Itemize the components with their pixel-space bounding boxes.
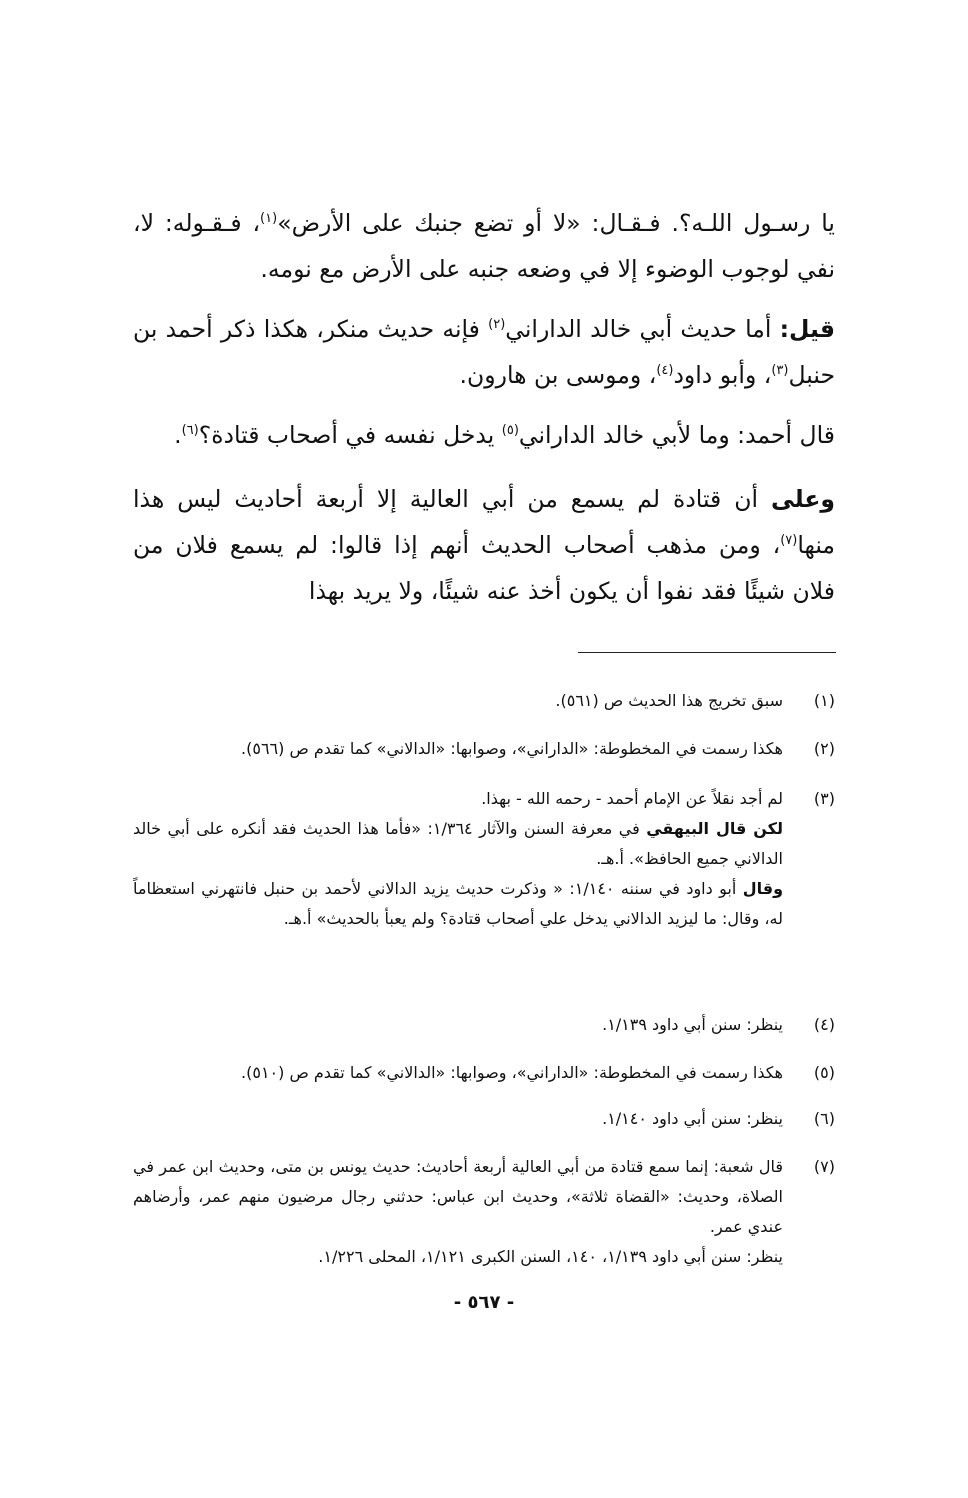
footnote-text: سبق تخريج هذا الحديث ص (٥٦١). [555,691,783,710]
paragraph-4: وعلى أن قتادة لم يسمع من أبي العالية إلا أربعة أحاديث ليس هذا منها$^{(٧)}$، ومن مذهب أصحاب الحديث أنهم إذا قالوا: لم يسمع فلان من فلان شيئًا فقد نفوا أن يكون أخذ عنه شيئًا، ولا يريد بهذا [133,485,835,605]
footnote-text: ينظر: سنن أبي داود ١/١٤٠. [602,1109,783,1128]
footnote-4 [133,1010,835,1040]
footnote-7 [133,1152,835,1272]
footnote-text: هكذا رسمت في المخطوطة: «الداراني»، وصوابها: «الدالاني» كما تقدم ص (٥٦٦). [241,739,783,758]
footnote-text: ينظر: سنن أبي داود ١/١٣٩. [602,1015,783,1034]
footnote-ref[interactable]: (٢) [488,317,506,333]
footnote-divider [578,652,836,653]
footnote-text: قال شعبة: إنما سمع قتادة من أبي العالية أربعة أحاديث: حديث يونس بن متى، وحديث ابن عمر في الصلاة، وحديث: «القضاة ثلاثة»، وحديث ابن عباس: حدثني رجال مرضيون منهم عمر، وأرضاهم عندي عمر. [133,1157,783,1236]
footnote-number: (٤) [813,1015,835,1034]
footnote-number: (٧) [813,1157,835,1176]
footnote-ref[interactable]: (٤) [656,363,674,379]
footnote-1 [133,686,835,716]
footnote-number: (٦) [813,1109,835,1128]
footnote-text: هكذا رسمت في المخطوطة: «الداراني»، وصوابها: «الدالاني» كما تقدم ص (٥١٠). [241,1063,783,1082]
paragraph-3: قال أحمد: وما لأبي خالد الداراني$^{(٥)}$ يدخل نفسه في أصحاب قتادة؟$^{(٦)}$. [174,421,835,449]
footnote-number: (١) [813,691,835,710]
footnote-ref[interactable]: (٣) [771,363,789,379]
footnote-ref[interactable]: (١) [260,211,278,227]
footnote-text: لم أجد نقلاً عن الإمام أحمد - رحمه الله - بهذا. [481,789,783,808]
footnote-ref[interactable]: (٦) [181,423,199,439]
footnote-text: لكن قال البيهقي في معرفة السنن والآثار ١/٣٦٤: «فأما هذا الحديث فقد أنكره على أبي خالد الدالاني جميع الحافظ». أ.هـ. [133,819,783,868]
paragraph-2: قيل: أما حديث أبي خالد الداراني$^{(٢)}$ فإنه حديث منكر، هكذا ذكر أحمد بن حنبل$^{(٣)}$، وأبو داود$^{(٤)}$، وموسى بن هارون. [133,315,835,389]
footnote-2 [133,734,835,764]
main-text [133,200,835,614]
footnote-ref[interactable]: (٥) [501,423,519,439]
footnote-number: (٢) [813,739,835,758]
footnote-number: (٣) [813,789,835,808]
footnote-text: ينظر: سنن أبي داود ١/١٣٩، ١٤٠، السنن الكبرى ١/١٢١، المحلى ١/٢٢٦. [318,1247,783,1266]
footnote-3 [133,784,835,934]
page-number: - ٥٦٧ - [453,1292,515,1313]
footnote-5 [133,1058,835,1088]
footnote-number: (٥) [813,1063,835,1082]
footnote-6 [133,1104,835,1134]
paragraph-1: يا رسـول اللـه؟. فـقـال: «لا أو تضع جنبك على الأرض»$^{(١)}$، فـقـوله: لا، نفي لوجوب الوضوء إلا في وضعه جنبه على الأرض مع نومه. [133,209,835,283]
footnote-ref[interactable]: (٧) [780,533,798,549]
footnote-text: وقال أبو داود في سننه ١/١٤٠: « وذكرت حديث يزيد الدالاني لأحمد بن حنبل فانتهرني استعظاماً له، وقال: ما ليزيد الدالاني يدخل علي أصحاب قتادة؟ ولم يعبأ بالحديث» أ.هـ. [133,879,784,928]
